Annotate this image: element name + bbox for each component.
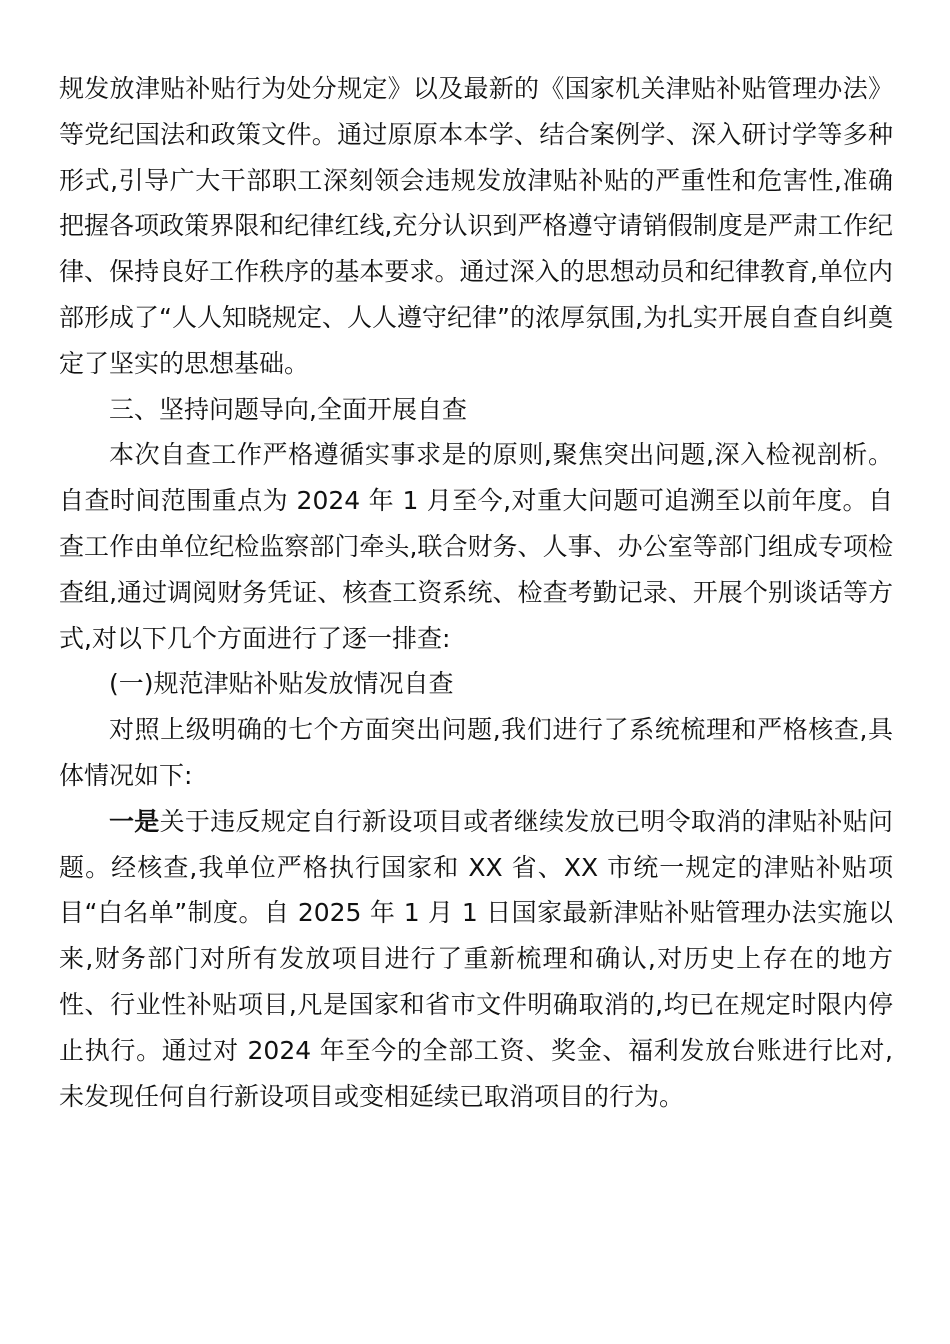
point-one-body: 关于违反规定自行新设项目或者继续发放已明令取消的津贴补贴问题。经核查,我单位严格执行国家和 XX 省、XX 市统一规定的津贴补贴项目“白名单”制度。自 2025 年 1 月 1 日国家最新津贴补贴管理办法实施以来,财务部门对所有发放项目进行了重新梳理和确认,对历史上存在的地方性、行业性补贴项目,凡是国家和省市文件明确取消的,均已在规定时限内停止执行。通过对 2024 年至今的全部工资、奖金、福利发放台账进行比对,未发现任何自行新设项目或变相延续已取消项目的行为。 xyxy=(59,806,893,1111)
point-one-lead: 一是 xyxy=(109,806,160,836)
section-heading-three: 三、坚持问题导向,全面开展自查 xyxy=(109,394,467,424)
paragraph-point-one xyxy=(59,799,893,1120)
paragraph-self-check-scope: 本次自查工作严格遵循实事求是的原则,聚焦突出问题,深入检视剖析。自查时间范围重点为 2024 年 1 月至今,对重大问题可追溯至以前年度。自查工作由单位纪检监察部门牵头,联合财务、人事、办公室等部门组成专项检查组,通过调阅财务凭证、核查工资系统、检查考勤记录、开展个别谈话等方式,对以下几个方面进行了逐一排查: xyxy=(59,440,893,653)
paragraph-education: 规发放津贴补贴行为处分规定》以及最新的《国家机关津贴补贴管理办法》等党纪国法和政策文件。通过原原本本学、结合案例学、深入研讨学等多种形式,引导广大干部职工深刻领会违规发放津贴补贴的严重性和危害性,准确把握各项政策界限和纪律红线,充分认识到严格遵守请销假制度是严肃工作纪律、保持良好工作秩序的基本要求。通过深入的思想动员和纪律教育,单位内部形成了“人人知晓规定、人人遵守纪律”的浓厚氛围,为扎实开展自查自纠奠定了坚实的思想基础。 xyxy=(59,74,893,378)
subsection-heading-one: (一)规范津贴补贴发放情况自查 xyxy=(109,669,454,699)
paragraph-seven-issues: 对照上级明确的七个方面突出问题,我们进行了系统梳理和严格核查,具体情况如下: xyxy=(59,715,893,790)
document-body xyxy=(59,66,893,1119)
